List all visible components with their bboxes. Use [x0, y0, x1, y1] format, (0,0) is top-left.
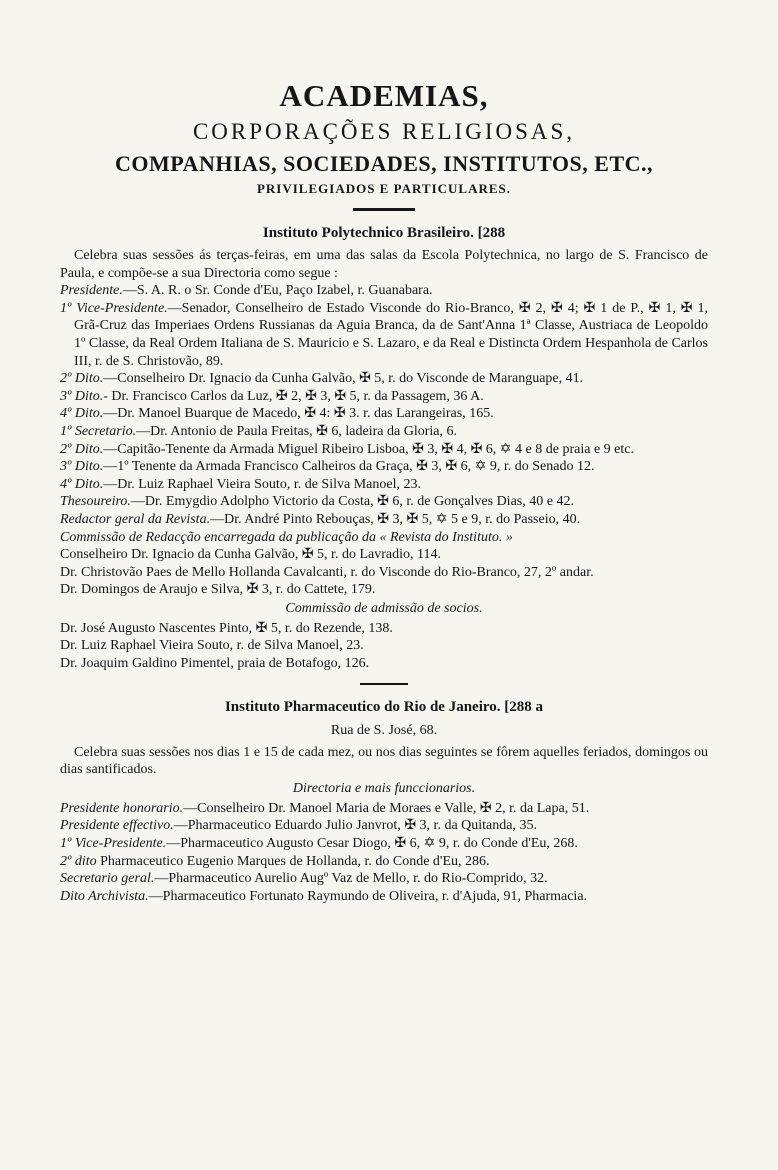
- polytechnico-intro: Celebra suas sessões ás terças-feiras, em uma das salas da Escola Polytechnica, no largo de S. Francisco de Paula, e compõe-se a sua Directoria como segue :: [60, 248, 708, 281]
- entry-text: - Dr. Francisco Carlos da Luz, ✠ 2, ✠ 3, ✠ 5, r. da Passagem, 36 A.: [103, 388, 484, 404]
- divider: [353, 208, 415, 211]
- directory-entry: [60, 388, 708, 406]
- entry-role: 2º Dito.: [60, 441, 104, 457]
- entry-role: 1º Vice-Presidente.: [60, 300, 168, 316]
- entry-text: —Pharmaceutico Augusto Cesar Diogo, ✠ 6, ✡ 9, r. do Conde d'Eu, 268.: [166, 836, 578, 852]
- entry-text: —Dr. Luiz Raphael Vieira Souto, r. de Silva Manoel, 23.: [103, 476, 421, 492]
- entry-role: 2º dito: [60, 853, 97, 869]
- entry-text: —Pharmaceutico Aurelio Augº Vaz de Mello, r. do Rio-Comprido, 32.: [154, 871, 548, 887]
- subtitle-line-3: COMPANHIAS, SOCIEDADES, INSTITUTOS, ETC.,: [114, 151, 654, 176]
- entry-role: Presidente.: [60, 283, 123, 299]
- section-heading-pharmaceutico: Instituto Pharmaceutico do Rio de Janeiro. [288 a: [224, 698, 544, 715]
- directory-entry: [60, 282, 708, 300]
- directory-entry: [60, 405, 708, 423]
- entry-role: 4º Dito.: [60, 476, 104, 492]
- entry-role: Presidente honorario.: [60, 800, 184, 816]
- directory-entry: [60, 800, 708, 818]
- entry-role: Dito Archivista.: [60, 888, 149, 904]
- entry-role: 3º Dito.: [60, 388, 104, 404]
- directory-entry: [60, 853, 708, 871]
- entry-text: —Conselheiro Dr. Ignacio da Cunha Galvão, ✠ 5, r. do Visconde de Maranguape, 41.: [103, 371, 584, 387]
- directory-entry: [60, 493, 708, 511]
- directory-entry: [60, 370, 708, 388]
- directory-entry: [60, 458, 708, 476]
- entry-role: Presidente effectivo.: [60, 818, 174, 834]
- commissao-member: Dr. Christovão Paes de Mello Hollanda Cavalcanti, r. do Visconde do Rio-Branco, 27, 2º andar.: [60, 564, 594, 580]
- directory-entry: [60, 423, 708, 441]
- subtitle-line-4: PRIVILEGIADOS E PARTICULARES.: [256, 181, 512, 196]
- directory-entry: [60, 300, 708, 370]
- entry-text: —1º Tenente da Armada Francisco Calheiros da Graça, ✠ 3, ✠ 6, ✡ 9, r. do Senado 12.: [103, 459, 595, 475]
- directory-entry: [60, 817, 708, 835]
- commissao-member: Conselheiro Dr. Ignacio da Cunha Galvão, ✠ 5, r. do Lavradio, 114.: [60, 547, 441, 563]
- entry-text: —Senador, Conselheiro de Estado Visconde do Rio-Branco, ✠ 2, ✠ 4; ✠ 1 de P., ✠ 1, ✠ 1, Grã-Cruz das Imperiaes Ordens Russianas da Aguia Branca, da de Sant'Anna 1ª Classe, Austriaca de Leopoldo 1º Classe, da Real Ordem Italiana de S. Mauricio e S. Lazaro, e da Real e Distincta Ordem Hespanhola de Carlos III, r. de S. Christovão, 89.: [74, 300, 708, 369]
- entry-role: Redactor geral da Revista.: [60, 511, 211, 527]
- directoria-heading: Directoria e mais funccionarios.: [292, 780, 476, 796]
- entry-role: 2º Dito.: [60, 371, 104, 387]
- entry-text: —Pharmaceutico Eduardo Julio Janvrot, ✠ 3, r. da Quitanda, 35.: [173, 818, 537, 834]
- directory-entry: [60, 511, 708, 529]
- admissao-member: Dr. José Augusto Nascentes Pinto, ✠ 5, r. do Rezende, 138.: [60, 620, 393, 636]
- entry-text: —Capitão-Tenente da Armada Miguel Ribeiro Lisboa, ✠ 3, ✠ 4, ✠ 6, ✡ 4 e 8 de praia e 9 etc.: [103, 441, 634, 457]
- directory-entry: [60, 870, 708, 888]
- divider: [360, 683, 408, 685]
- directory-entry: [60, 441, 708, 459]
- commissao-admissao-heading: Commissão de admissão de socios.: [285, 600, 483, 616]
- entry-role: 4º Dito.: [60, 406, 104, 422]
- directory-entry: [60, 476, 708, 494]
- entry-text: —Pharmaceutico Fortunato Raymundo de Oliveira, r. d'Ajuda, 91, Pharmacia.: [148, 888, 588, 904]
- admissao-member: Dr. Joaquim Galdino Pimentel, praia de Botafogo, 126.: [60, 656, 370, 672]
- entry-role: Thesoureiro.: [60, 494, 131, 510]
- admissao-member: Dr. Luiz Raphael Vieira Souto, r. de Silva Manoel, 23.: [60, 638, 364, 654]
- section-heading-polytechnico: Instituto Polytechnico Brasileiro. [288: [262, 225, 506, 241]
- entry-text: —Dr. Emygdio Adolpho Victorio da Costa, ✠ 6, r. de Gonçalves Dias, 40 e 42.: [130, 494, 574, 510]
- entry-role: 3º Dito.: [60, 459, 104, 475]
- entry-text: —S. A. R. o Sr. Conde d'Eu, Paço Izabel, r. Guanabara.: [122, 283, 433, 299]
- entry-text: —Dr. André Pinto Rebouças, ✠ 3, ✠ 5, ✡ 5 e 9, r. do Passeio, 40.: [210, 511, 581, 527]
- entry-text: —Dr. Manoel Buarque de Macedo, ✠ 4: ✠ 3. r. das Larangeiras, 165.: [103, 406, 494, 422]
- pharmaceutico-address: Rua de S. José, 68.: [330, 722, 438, 738]
- polytechnico-directory: [60, 282, 708, 528]
- entry-text: Pharmaceutico Eugenio Marques de Hollanda, r. do Conde d'Eu, 286.: [96, 853, 490, 869]
- entry-role: 1º Vice-Presidente.: [60, 836, 167, 852]
- directory-entry: [60, 888, 708, 906]
- directory-entry: [60, 835, 708, 853]
- entry-role: Secretario geral.: [60, 871, 155, 887]
- entry-role: 1º Secretario.: [60, 423, 137, 439]
- page-title: ACADEMIAS,: [279, 78, 489, 113]
- pharmaceutico-directory: [60, 800, 708, 906]
- entry-text: —Conselheiro Dr. Manoel Maria de Moraes e Valle, ✠ 2, r. da Lapa, 51.: [183, 800, 590, 816]
- commissao-redaccao-heading: Commissão de Redacção encarregada da publicação da « Revista do Instituto. »: [60, 529, 513, 545]
- entry-text: —Dr. Antonio de Paula Freitas, ✠ 6, ladeira da Gloria, 6.: [136, 423, 457, 439]
- pharmaceutico-intro: Celebra suas sessões nos dias 1 e 15 de cada mez, ou nos dias seguintes se fôrem aquelles feriados, domingos ou dias santificados.: [60, 744, 708, 778]
- document-page: [60, 78, 708, 905]
- commissao-member: Dr. Domingos de Araujo e Silva, ✠ 3, r. do Cattete, 179.: [60, 582, 376, 598]
- subtitle-line-2: CORPORAÇÕES RELIGIOSAS,: [192, 119, 576, 144]
